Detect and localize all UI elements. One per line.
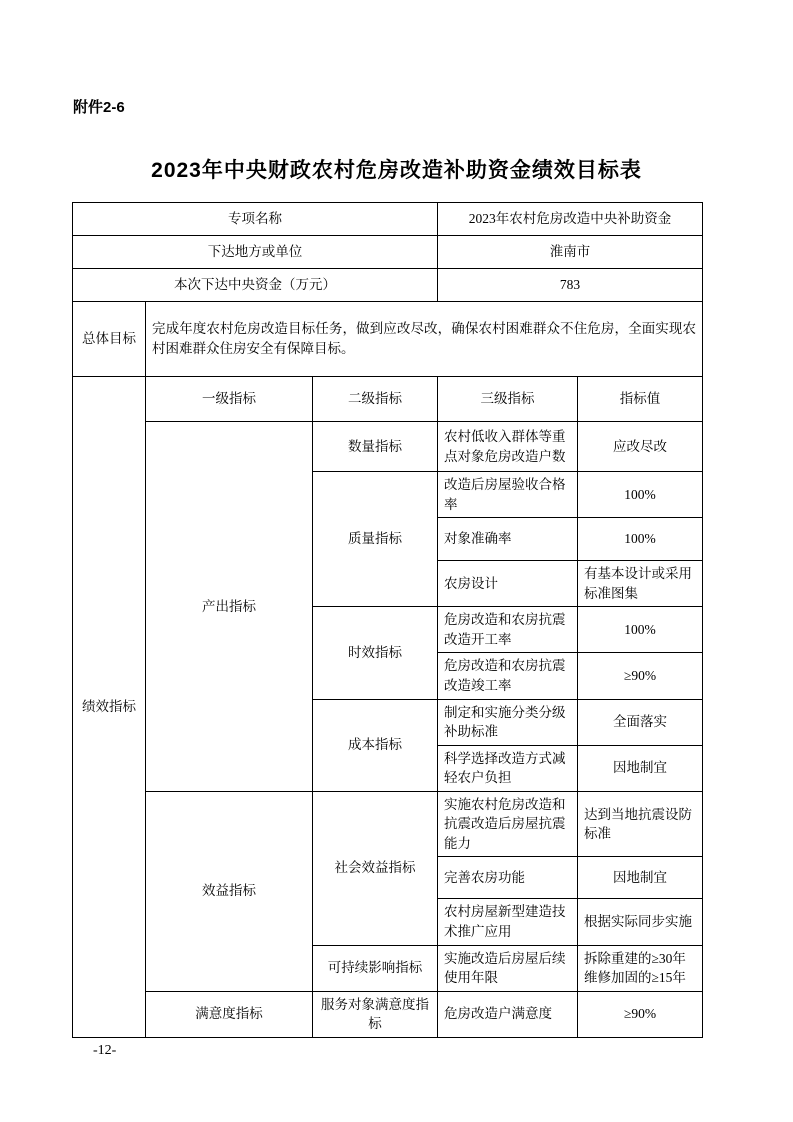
table-row [73,377,703,422]
project-name-label-cell: 专项名称 [73,203,438,236]
page-number: -12- [93,1043,117,1058]
indicator-value-cell: 达到当地抗震设防标准 [578,791,703,857]
indicator-name-cell: 危房改造户满意度 [438,991,578,1037]
indicator-value-cell: ≥90% [578,653,703,699]
subgroup-label-cell: 服务对象满意度指标 [313,991,438,1037]
indicator-name-cell: 农村房屋新型建造技术推广应用 [438,899,578,945]
indicator-name-cell: 完善农房功能 [438,857,578,899]
overall-goal-text-cell: 完成年度农村危房改造目标任务，做到应改尽改，确保农村困难群众不住危房，全面实现农村困难群众住房安全有保障目标。 [146,302,703,377]
funds-value-cell: 783 [438,269,703,302]
indicator-value-cell: 因地制宜 [578,857,703,899]
indicator-name-cell: 危房改造和农房抗震改造竣工率 [438,653,578,699]
indicator-name-cell: 改造后房屋验收合格率 [438,472,578,518]
subgroup-label-cell: 质量指标 [313,472,438,607]
table-row [73,269,703,302]
indicator-name-cell: 危房改造和农房抗震改造开工率 [438,607,578,653]
indicator-name-cell: 对象准确率 [438,518,578,561]
indicator-value-cell: 100% [578,518,703,561]
indicator-name-cell: 实施改造后房屋后续使用年限 [438,945,578,991]
subgroup-label-cell: 社会效益指标 [313,791,438,945]
col-header-level3-cell: 三级指标 [438,377,578,422]
overall-goal-label-cell: 总体目标 [73,302,146,377]
col-header-level1-cell: 一级指标 [146,377,313,422]
indicator-value-cell: 拆除重建的≥30年维修加固的≥15年 [578,945,703,991]
table-row [73,991,703,1037]
indicator-value-cell: 有基本设计或采用标准图集 [578,561,703,607]
project-name-value-cell: 2023年农村危房改造中央补助资金 [438,203,703,236]
subgroup-label-cell: 可持续影响指标 [313,945,438,991]
subgroup-label-cell: 数量指标 [313,422,438,472]
group-label-cell: 产出指标 [146,422,313,792]
table-row [73,302,703,377]
indicator-value-cell: 100% [578,607,703,653]
perf-section-label-cell: 绩效指标 [73,377,146,1038]
recipient-label-cell: 下达地方或单位 [73,236,438,269]
funds-label-cell: 本次下达中央资金（万元） [73,269,438,302]
table-row [73,236,703,269]
indicator-value-cell: 100% [578,472,703,518]
subgroup-label-cell: 时效指标 [313,607,438,699]
subgroup-label-cell: 成本指标 [313,699,438,791]
indicator-value-cell: 根据实际同步实施 [578,899,703,945]
group-label-cell: 效益指标 [146,791,313,991]
recipient-value-cell: 淮南市 [438,236,703,269]
page-title: 2023年中央财政农村危房改造补助资金绩效目标表 [151,159,642,182]
table-row [73,203,703,236]
table-row [73,422,703,472]
indicator-name-cell: 实施农村危房改造和抗震改造后房屋抗震能力 [438,791,578,857]
indicator-value-cell: 全面落实 [578,699,703,745]
indicator-name-cell: 农村低收入群体等重点对象危房改造户数 [438,422,578,472]
indicator-value-cell: ≥90% [578,991,703,1037]
indicator-name-cell: 制定和实施分类分级补助标准 [438,699,578,745]
indicator-value-cell: 应改尽改 [578,422,703,472]
indicator-name-cell: 科学选择改造方式减轻农户负担 [438,745,578,791]
attachment-label: 附件2-6 [73,99,125,116]
indicator-value-cell: 因地制宜 [578,745,703,791]
indicator-name-cell: 农房设计 [438,561,578,607]
group-label-cell: 满意度指标 [146,991,313,1037]
performance-target-table [72,202,703,1038]
table-row [73,791,703,857]
col-header-value-cell: 指标值 [578,377,703,422]
col-header-level2-cell: 二级指标 [313,377,438,422]
